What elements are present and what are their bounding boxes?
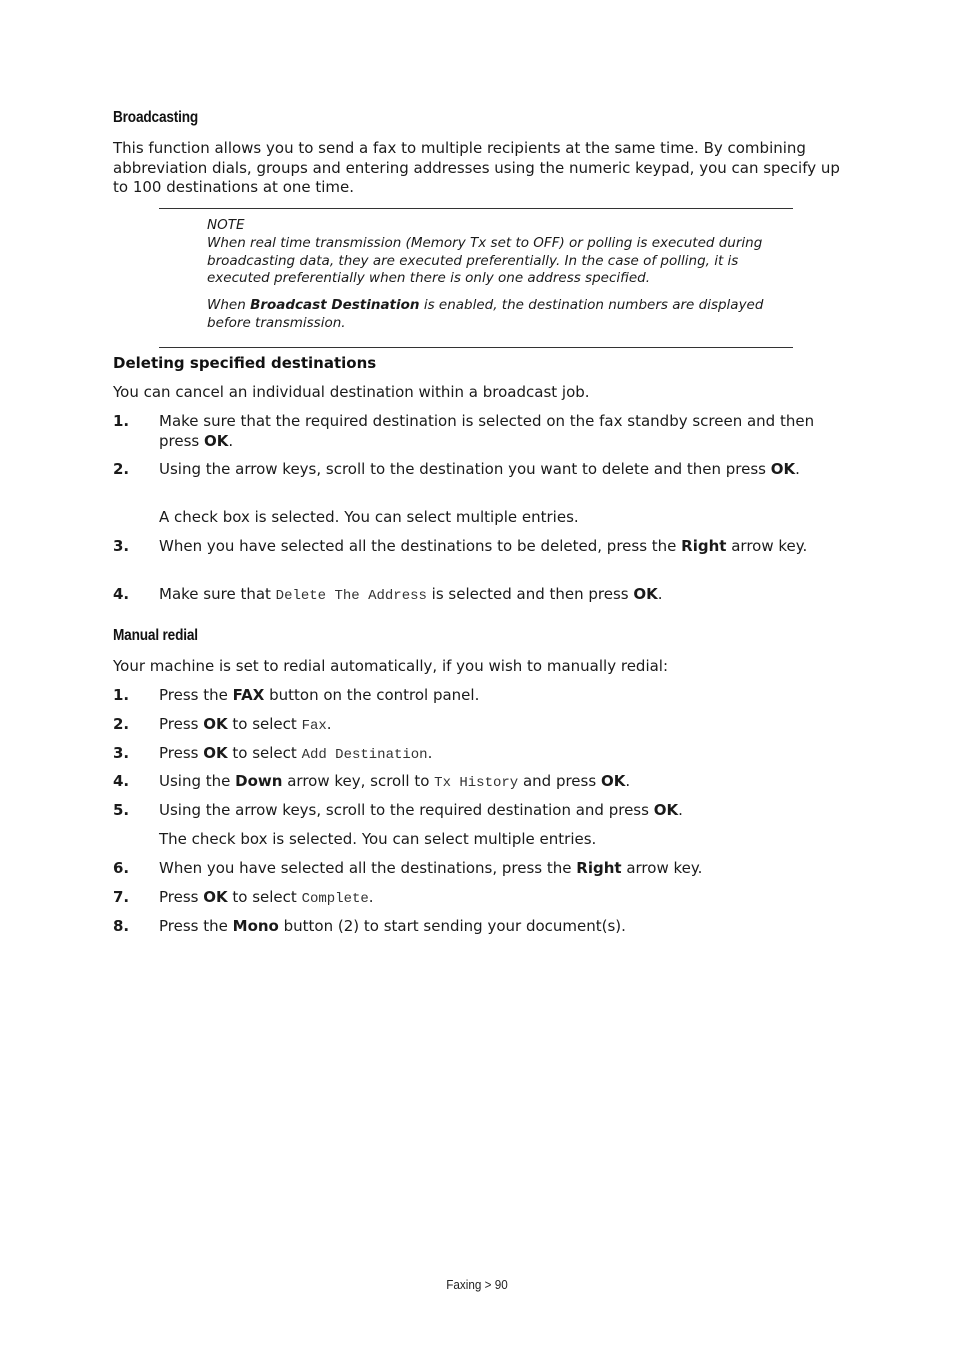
note-text-1: When real time transmission (Memory Tx set to OFF) or polling is executed during broadcasting data, they are executed preferentially. In the case of polling, it is executed preferentially when there is only one address specified. [207, 235, 763, 287]
broadcasting-intro: This function allows you to send a fax to multiple recipients at the same time. By combining abbreviation dials, groups and entering addresses using the numeric keypad, you can specify up to 100 destinations at one time. [113, 139, 840, 196]
delete-step-2-note: A check box is selected. You can select multiple entries. [159, 508, 579, 526]
note-box [159, 208, 793, 348]
heading-broadcasting: Broadcasting [113, 109, 199, 126]
note-bold-term: Broadcast Destination [250, 297, 420, 313]
note-label: NOTE [207, 217, 245, 233]
deleting-intro: You can cancel an individual destination within a broadcast job. [113, 383, 590, 401]
heading-manual-redial: Manual redial [113, 627, 198, 644]
note-text-2: When Broadcast Destination is enabled, the destination numbers are displayed before transmission. [207, 297, 764, 331]
redial-step-5-note: The check box is selected. You can select multiple entries. [159, 830, 597, 848]
redial-intro: Your machine is set to redial automatically, if you wish to manually redial: [113, 657, 669, 675]
heading-deleting: Deleting specified destinations [113, 354, 377, 372]
page-footer: Faxing > 90 [446, 1277, 508, 1292]
